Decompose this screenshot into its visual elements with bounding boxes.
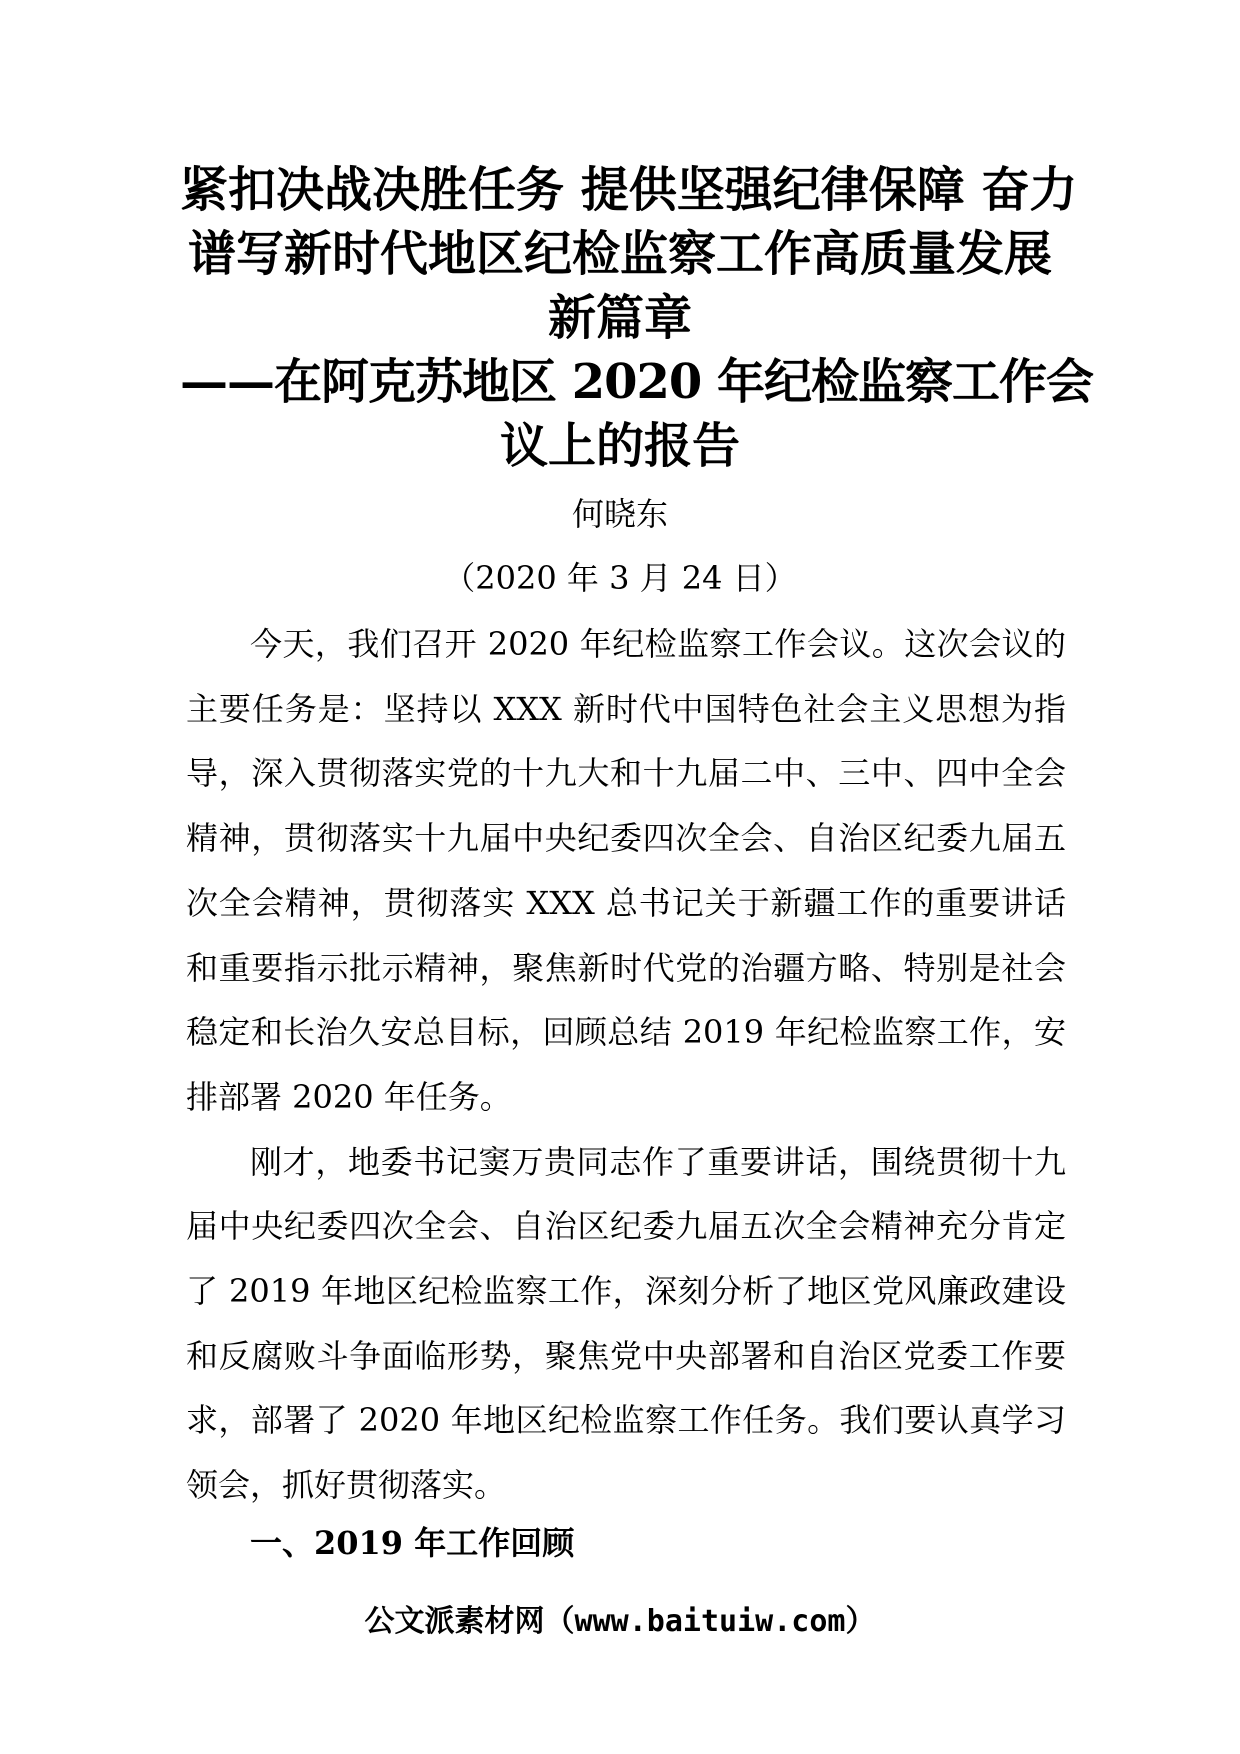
subtitle-line-2: 议上的报告 [499, 418, 740, 474]
body-text [186, 612, 1066, 1518]
report-date: （2020 年 3 月 24 日） [443, 559, 797, 597]
title-line-1: 紧扣决战决胜任务 提供坚强纪律保障 奋力 [180, 162, 1078, 218]
document-title [180, 158, 1094, 478]
paragraph-2: 刚才，地委书记窦万贵同志作了重要讲话，围绕贯彻十九届中央纪委四次全会、自治区纪委九届五次全会精神充分肯定了 2019 年地区纪检监察工作，深刻分析了地区党风廉政建设和反腐败斗争面临形势，聚焦党中央部署和自治区党委工作要求，部署了 2020 年地区纪检监察工作任务。我们要认真学习领会，抓好贯彻落实。 [186, 1142, 1066, 1505]
title-line-2: 谱写新时代地区纪检监察工作高质量发展 [187, 226, 1052, 282]
author-name: 何晓东 [571, 495, 668, 533]
section-heading: 一、2019 年工作回顾 [250, 1524, 575, 1562]
subtitle-line-1: ——在阿克苏地区 2020 年纪检监察工作会 [180, 354, 1094, 410]
title-line-3: 新篇章 [547, 290, 692, 346]
paragraph-1: 今天，我们召开 2020 年纪检监察工作会议。这次会议的主要任务是：坚持以 XXX 新时代中国特色社会主义思想为指导，深入贯彻落实党的十九大和十九届二中、三中、四中全会精神，贯彻落实十九届中央纪委四次全会、自治区纪委九届五次全会精神，贯彻落实 XXX 总书记关于新疆工作的重要讲话和重要指示批示精神，聚焦新时代党的治疆方略、特别是社会稳定和长治久安总目标，回顾总结 2019 年纪检监察工作，安排部署 2020 年任务。 [186, 625, 1066, 1116]
watermark-footer: 公文派素材网（www.baituiw.com） [364, 1604, 876, 1639]
